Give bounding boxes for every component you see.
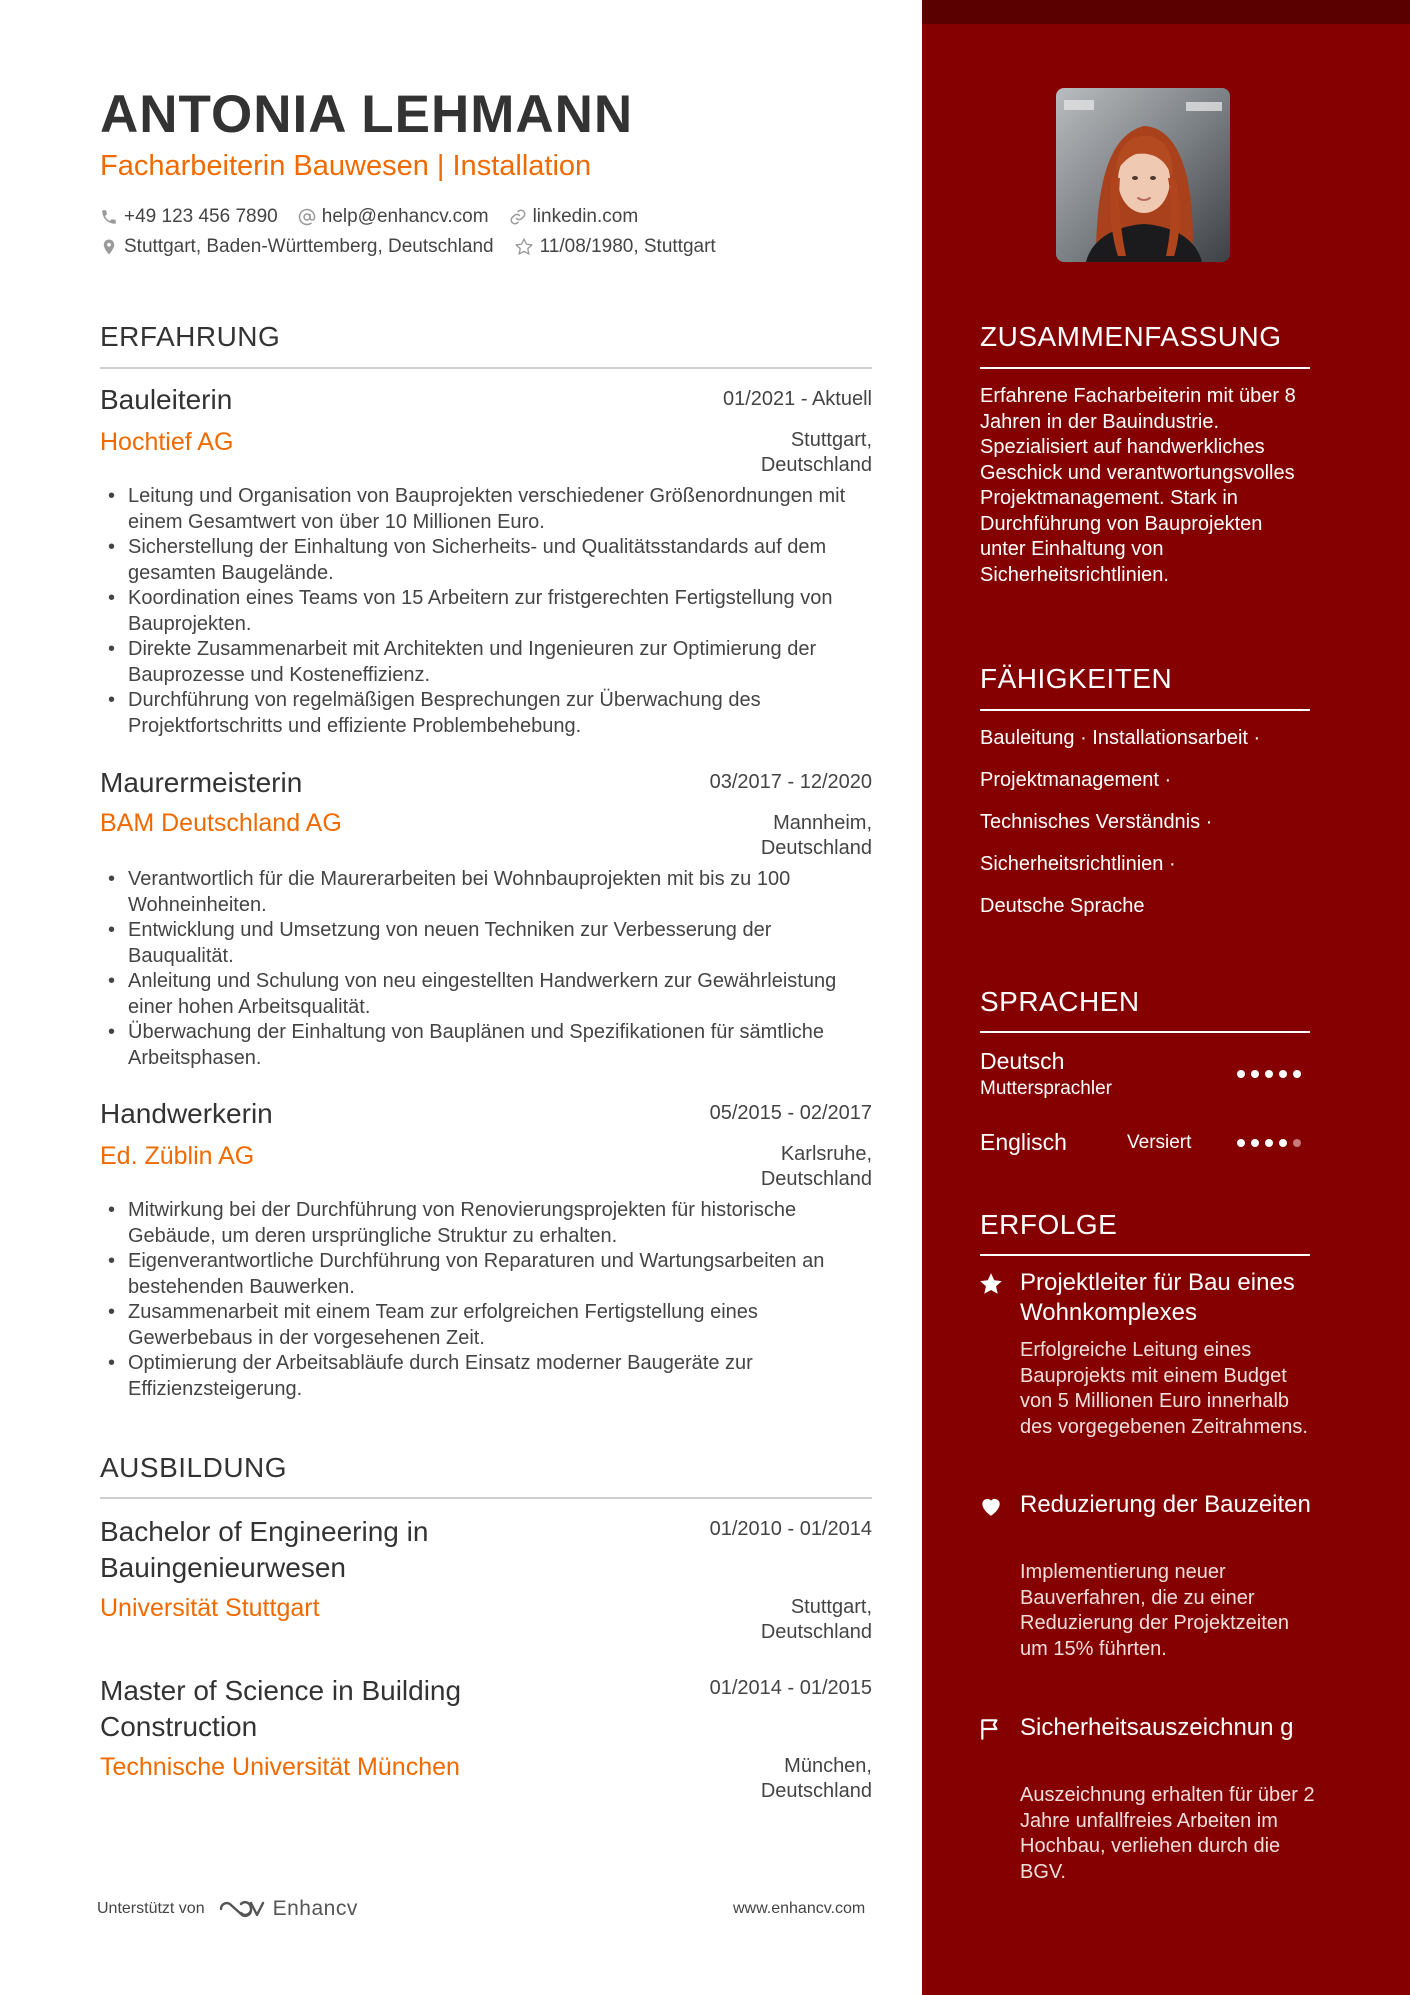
job-location [761, 811, 872, 861]
location-pin-icon [100, 238, 118, 256]
skill-line: Sicherheitsrichtlinien · [980, 853, 1176, 875]
education-location-country: Deutschland [760, 1621, 872, 1643]
job-bullet: • Sicherstellung der Einhaltung von Sicherheits- und Qualitätsstandards auf dem gesamten Baugelände. [128, 535, 878, 586]
summary-text: Erfahrene Facharbeiterin mit über 8 Jahren in der Bauindustrie. Spezialisiert auf handwerkliches Geschick und verantwortungsvolles Projektmanagement. Stark in Durchführung von Bauprojekten unter Einhaltung von Sicherheitsrichtlinien. [980, 385, 1296, 586]
profile-photo [1056, 88, 1230, 262]
skill-line: Projektmanagement · [980, 769, 1172, 791]
email-text: help@enhancv.com [321, 206, 489, 227]
job-location [761, 428, 872, 478]
achievements-section-title: ERFOLGE [980, 1209, 1118, 1240]
skill-line: Bauleitung · Installationsarbeit · [980, 727, 1261, 749]
flag-icon [978, 1716, 1004, 1742]
portrait-image [1056, 88, 1230, 262]
skills-section-title: FÄHIGKEITEN [980, 663, 1173, 694]
job-bullet: • Anleitung und Schulung von neu eingestellten Handwerkern zur Gewährleistung einer hohen Arbeitsqualität. [128, 969, 878, 1020]
enhancv-logo-icon [217, 1896, 265, 1922]
candidate-headline: Facharbeiterin Bauwesen | Installation [100, 150, 592, 182]
skills-divider [980, 709, 1310, 711]
summary-section-title: ZUSAMMENFASSUNG [980, 321, 1282, 352]
job-bullet: • Durchführung von regelmäßigen Besprechungen zur Überwachung des Projektfortschritts und effiziente Problembehebung. [128, 688, 878, 739]
education-section-title: AUSBILDUNG [100, 1452, 288, 1483]
experience-divider [100, 367, 872, 369]
job-location [761, 1142, 872, 1192]
language-rating-deutsch [1237, 1070, 1307, 1078]
job-location-city: Stuttgart, [790, 429, 872, 451]
rating-dot [1251, 1139, 1259, 1147]
candidate-name: ANTONIA LEHMANN [100, 85, 634, 144]
job-bullet: • Mitwirkung bei der Durchführung von Renovierungsprojekten für historische Gebäude, um deren ursprüngliche Struktur zu erhalten. [128, 1198, 878, 1249]
achievement-description: Auszeichnung erhalten für über 2 Jahre unfallfreies Arbeiten im Hochbau, verliehen durch die BGV. [1020, 1784, 1315, 1883]
skill-line: Deutsche Sprache [980, 895, 1145, 917]
email-contact[interactable] [298, 206, 489, 228]
rating-dot [1265, 1139, 1273, 1147]
website-contact[interactable] [509, 206, 639, 228]
languages-divider [980, 1031, 1310, 1033]
language-name: Englisch [980, 1129, 1067, 1155]
education-divider [100, 1497, 872, 1499]
rating-dot [1265, 1070, 1273, 1078]
job-dates: 05/2015 - 02/2017 [709, 1102, 872, 1124]
link-icon [509, 208, 527, 226]
education-degree: Bachelor of Engineering in Bauingenieurwesen [100, 1516, 429, 1583]
job-bullet: • Entwicklung und Umsetzung von neuen Techniken zur Verbesserung der Bauqualität. [128, 918, 878, 969]
job-bullet: • Verantwortlich für die Maurerarbeiten bei Wohnbauprojekten mit bis zu 100 Wohneinheiten. [128, 867, 878, 918]
rating-dot [1237, 1070, 1245, 1078]
website-text: linkedin.com [532, 206, 639, 227]
job-bullets [128, 867, 878, 1071]
job-bullet: • Direkte Zusammenarbeit mit Architekten und Ingenieuren zur Optimierung der Bauprozesse und Kosteneffizienz. [128, 637, 878, 688]
job-bullets [128, 1198, 878, 1402]
language-level: Muttersprachler [980, 1078, 1112, 1099]
achievement-title: Reduzierung der Bauzeiten [1020, 1491, 1311, 1518]
education-location [761, 1595, 872, 1645]
at-icon [298, 208, 316, 226]
job-title: Bauleiterin [100, 384, 233, 415]
achievements-divider [980, 1254, 1310, 1256]
education-dates: 01/2010 - 01/2014 [709, 1518, 872, 1540]
job-bullet: • Überwachung der Einhaltung von Bauplänen und Spezifikationen für sämtliche Arbeitsphasen. [128, 1020, 878, 1071]
powered-by-text: Unterstützt von [97, 1900, 205, 1917]
education-school: Universität Stuttgart [100, 1594, 320, 1622]
job-location-city: Mannheim, [773, 812, 872, 834]
sidebar-top-bar [922, 0, 1410, 24]
job-location-country: Deutschland [760, 454, 872, 476]
job-dates: 03/2017 - 12/2020 [709, 771, 872, 793]
job-bullet: • Leitung und Organisation von Bauprojekten verschiedener Größenordnungen mit einem Gesamtwert von über 10 Millionen Euro. [128, 484, 878, 535]
language-name: Deutsch [980, 1048, 1065, 1074]
job-bullet: • Zusammenarbeit mit einem Team zur erfolgreichen Fertigstellung eines Gewerbebaus in der vorgesehenen Zeit. [128, 1300, 878, 1351]
education-location [761, 1754, 872, 1804]
phone-text: +49 123 456 7890 [124, 206, 278, 227]
job-company: Ed. Züblin AG [100, 1142, 255, 1170]
summary-divider [980, 367, 1310, 369]
education-school: Technische Universität München [100, 1753, 460, 1781]
birth-text: 11/08/1980, Stuttgart [539, 236, 716, 257]
job-company: Hochtief AG [100, 428, 234, 456]
job-bullet: • Koordination eines Teams von 15 Arbeitern zur fristgerechten Fertigstellung von Bauprojekten. [128, 586, 878, 637]
contact-info [100, 202, 900, 262]
job-title: Handwerkerin [100, 1098, 273, 1129]
star-icon [978, 1271, 1004, 1297]
achievement-title: Projektleiter für Bau eines Wohnkomplexes [1020, 1269, 1295, 1326]
rating-dot [1279, 1070, 1287, 1078]
heart-icon [978, 1493, 1004, 1519]
location-contact [100, 236, 494, 258]
education-dates: 01/2014 - 01/2015 [709, 1677, 872, 1699]
birth-contact [514, 236, 716, 258]
location-text: Stuttgart, Baden-Württemberg, Deutschland [124, 236, 494, 257]
footer-branding [97, 1896, 358, 1922]
rating-dot [1237, 1139, 1245, 1147]
language-level: Versiert [1127, 1132, 1192, 1153]
rating-dot [1279, 1139, 1287, 1147]
languages-section-title: SPRACHEN [980, 986, 1140, 1017]
skill-line: Technisches Verständnis · [980, 811, 1213, 833]
job-location-country: Deutschland [760, 1168, 872, 1190]
job-dates: 01/2021 - Aktuell [723, 388, 872, 410]
job-title: Maurermeisterin [100, 767, 303, 798]
job-bullet: • Optimierung der Arbeitsabläufe durch Einsatz moderner Baugeräte zur Effizienzsteigerung. [128, 1351, 878, 1402]
education-location-country: Deutschland [760, 1780, 872, 1802]
brand-name: Enhancv [272, 1897, 358, 1920]
job-location-city: Karlsruhe, [780, 1143, 872, 1165]
job-company: BAM Deutschland AG [100, 809, 342, 837]
rating-dot-empty [1293, 1139, 1301, 1147]
achievement-title: Sicherheitsauszeichnun g [1020, 1714, 1294, 1741]
experience-section-title: ERFAHRUNG [100, 321, 281, 352]
job-location-country: Deutschland [760, 837, 872, 859]
achievement-description: Implementierung neuer Bauverfahren, die zu einer Reduzierung der Projektzeiten um 15% führten. [1020, 1561, 1290, 1660]
achievement-description: Erfolgreiche Leitung eines Bauprojekts mit einem Budget von 5 Millionen Euro innerhalb des vorgegebenen Zeitrahmens. [1020, 1339, 1308, 1438]
language-rating-englisch [1237, 1139, 1307, 1147]
job-bullet: • Eigenverantwortliche Durchführung von Reparaturen und Wartungsarbeiten an bestehenden Bauwerken. [128, 1249, 878, 1300]
footer-url[interactable]: www.enhancv.com [733, 1900, 866, 1917]
phone-icon [100, 208, 118, 226]
education-location-city: München, [784, 1755, 872, 1777]
star-outline-icon [514, 237, 534, 257]
education-location-city: Stuttgart, [790, 1596, 872, 1618]
phone-contact [100, 206, 278, 228]
job-bullets [128, 484, 878, 739]
rating-dot [1293, 1070, 1301, 1078]
education-degree: Master of Science in Building Construction [100, 1675, 462, 1742]
rating-dot [1251, 1070, 1259, 1078]
